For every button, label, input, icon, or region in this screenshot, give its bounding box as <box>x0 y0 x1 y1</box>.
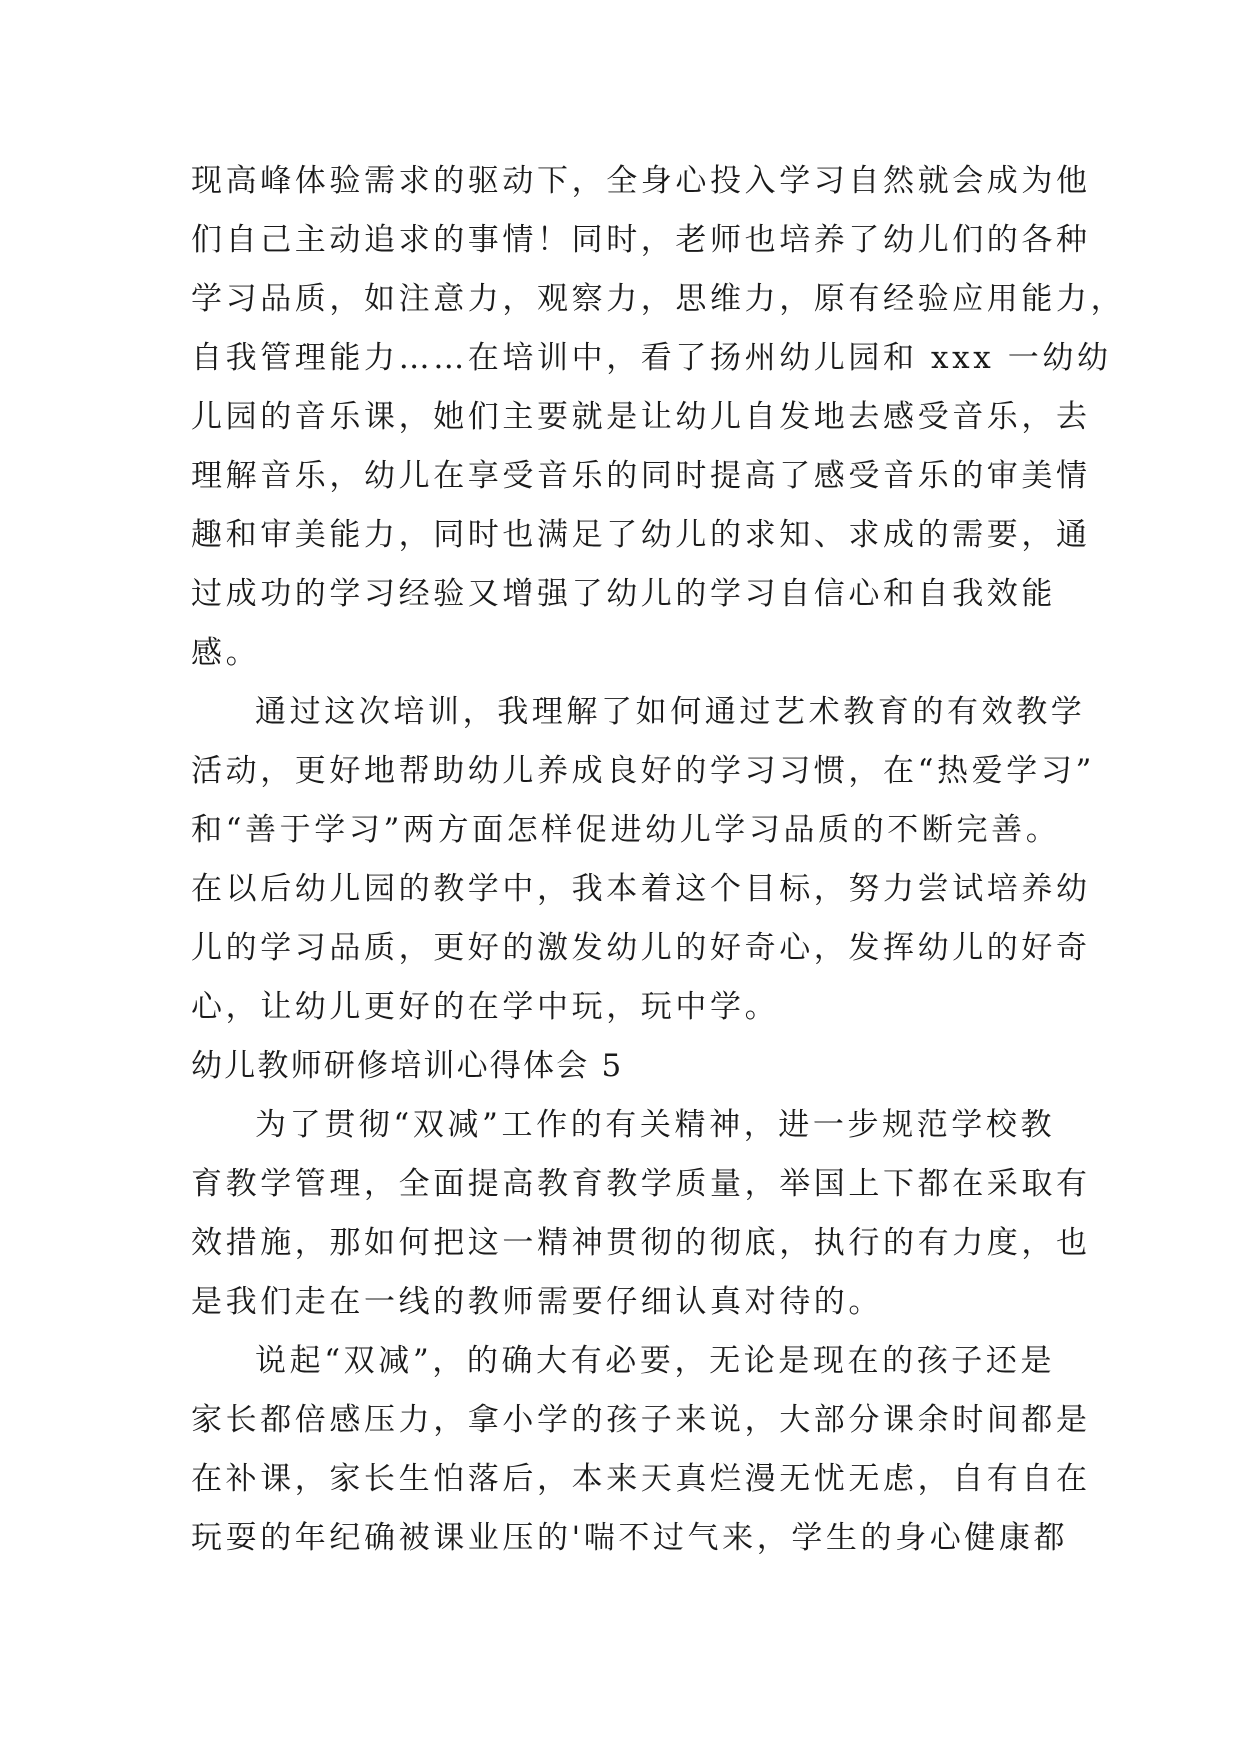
text-line: 们自己主动追求的事情！同时，老师也培养了幼儿们的各种 <box>191 222 1091 258</box>
text-line: 和“善于学习”两方面怎样促进幼儿学习品质的不断完善。 <box>191 812 1061 848</box>
text-line: 效措施，那如何把这一精神贯彻的彻底，执行的有力度，也 <box>191 1225 1091 1261</box>
text-line: 儿的学习品质，更好的激发幼儿的好奇心，发挥幼儿的好奇 <box>191 930 1091 966</box>
paragraph-first-line: 说起“双减”，的确大有必要，无论是现在的孩子还是 <box>255 1343 1056 1379</box>
document-body <box>191 152 1126 1568</box>
text-line: 心，让幼儿更好的在学中玩，玩中学。 <box>191 989 780 1025</box>
text-line: 在以后幼儿园的教学中，我本着这个目标，努力尝试培养幼 <box>191 871 1091 907</box>
paragraph-first-line: 为了贯彻“双减”工作的有关精神，进一步规范学校教 <box>255 1107 1056 1143</box>
text-line: 理解音乐，幼儿在享受音乐的同时提高了感受音乐的审美情 <box>191 458 1091 494</box>
text-line: 育教学管理，全面提高教育教学质量，举国上下都在采取有 <box>191 1166 1091 1202</box>
text-line: 过成功的学习经验又增强了幼儿的学习自信心和自我效能 <box>191 576 1056 612</box>
text-line: 儿园的音乐课，她们主要就是让幼儿自发地去感受音乐，去 <box>191 399 1091 435</box>
text-line: 趣和审美能力，同时也满足了幼儿的求知、求成的需要，通 <box>191 517 1091 553</box>
text-line: 学习品质，如注意力，观察力，思维力，原有经验应用能力， <box>191 281 1126 317</box>
text-line: 是我们走在一线的教师需要仔细认真对待的。 <box>191 1284 883 1320</box>
text-line: 活动，更好地帮助幼儿养成良好的学习习惯，在“热爱学习” <box>191 753 1095 789</box>
paragraph-first-line: 通过这次培训，我理解了如何通过艺术教育的有效教学 <box>255 694 1086 730</box>
text-line: 玩耍的年纪确被课业压的'喘不过气来，学生的身心健康都 <box>191 1520 1069 1556</box>
text-line: 家长都倍感压力，拿小学的孩子来说，大部分课余时间都是 <box>191 1402 1091 1438</box>
text-line: 现高峰体验需求的驱动下，全身心投入学习自然就会成为他 <box>191 163 1091 199</box>
text-line: 在补课，家长生怕落后，本来天真烂漫无忧无虑，自有自在 <box>191 1461 1091 1497</box>
section-heading: 幼儿教师研修培训心得体会 5 <box>191 1048 624 1084</box>
text-line: 自我管理能力……在培训中，看了扬州幼儿园和 xxx 一幼幼 <box>191 340 1112 376</box>
text-line: 感。 <box>191 635 261 671</box>
